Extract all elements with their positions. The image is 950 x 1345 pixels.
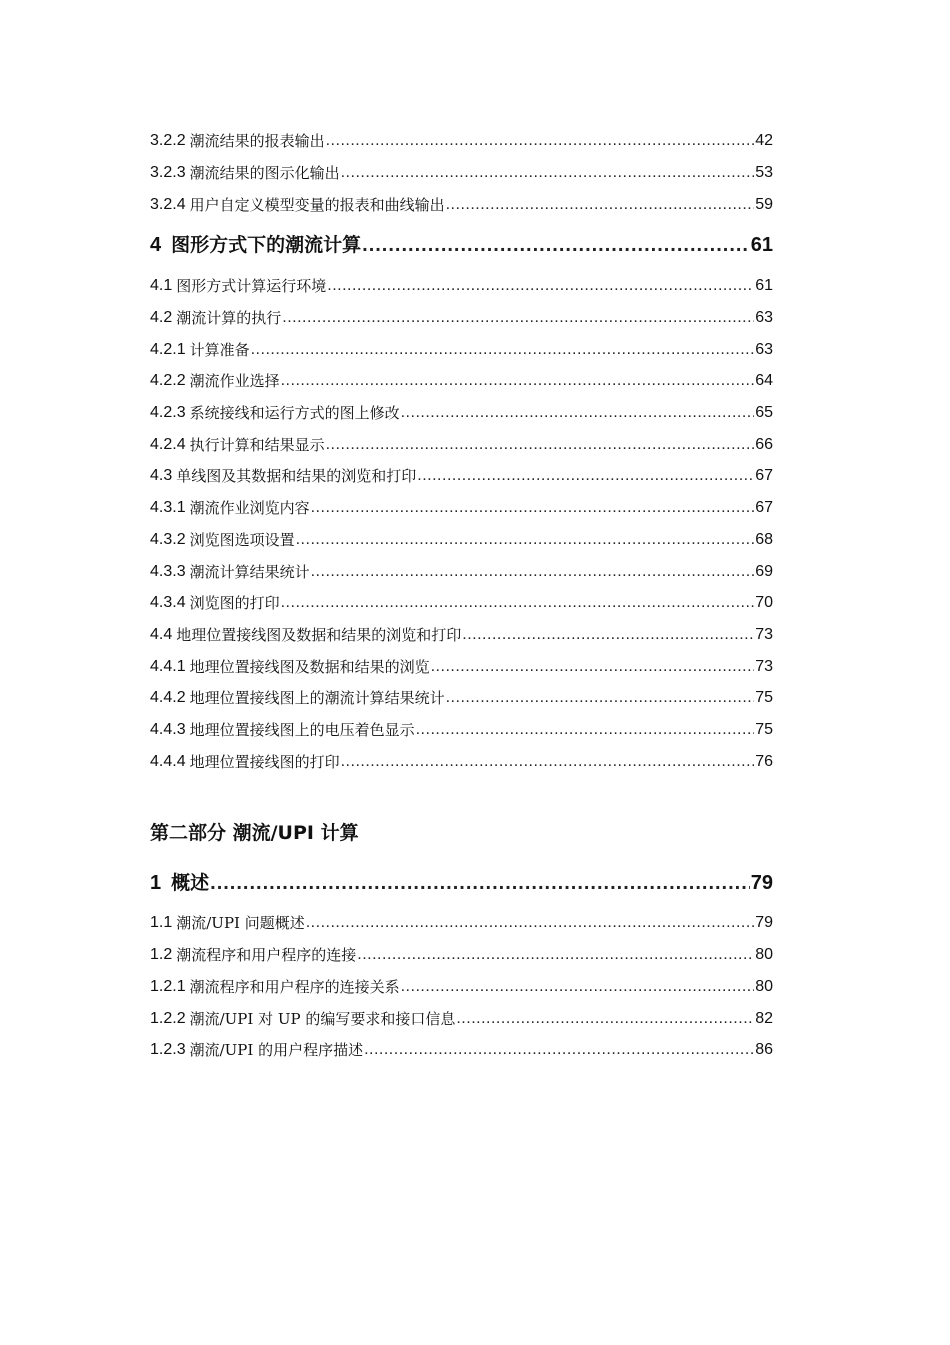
toc-entry-4-4[interactable] — [150, 625, 773, 645]
toc-entry-title: 地理位置接线图及数据和结果的浏览和打印 — [176, 626, 462, 644]
toc-entry-number: 4.4.4 — [150, 753, 186, 770]
toc-entry-4-3-4[interactable] — [150, 593, 773, 613]
toc-dot-leader — [446, 195, 755, 215]
toc-entry-4-4-3[interactable] — [150, 720, 773, 740]
toc-chapter-4[interactable] — [150, 232, 773, 258]
toc-entry-page: 64 — [755, 372, 773, 389]
toc-entry-page: 80 — [755, 978, 773, 995]
toc-entry-4-1[interactable] — [150, 276, 773, 296]
toc-dot-leader — [364, 1040, 754, 1060]
toc-entry-4-3[interactable] — [150, 466, 773, 486]
toc-entry-number: 3.2.4 — [150, 196, 186, 213]
toc-entry-3-2-2[interactable] — [150, 131, 773, 151]
toc-entry-page: 80 — [755, 946, 773, 963]
toc-entry-1-2[interactable] — [150, 945, 773, 965]
toc-dot-leader — [311, 562, 755, 582]
toc-entry-page: 76 — [755, 753, 773, 770]
toc-dot-leader — [446, 688, 755, 708]
toc-entry-page: 59 — [755, 196, 773, 213]
toc-entry-number: 4.2.4 — [150, 436, 186, 453]
toc-entry-1-2-3[interactable] — [150, 1040, 773, 1060]
toc-entry-number: 4.2.1 — [150, 341, 186, 358]
toc-dot-leader — [357, 945, 754, 965]
toc-entry-title: 潮流程序和用户程序的连接 — [176, 946, 357, 964]
toc-entry-number: 4.3.3 — [150, 563, 186, 580]
toc-dot-leader — [311, 498, 755, 518]
toc-entry-4-3-2[interactable] — [150, 530, 773, 550]
toc-dot-leader — [306, 913, 754, 933]
toc-dot-leader — [296, 530, 755, 550]
toc-entry-page: 73 — [755, 658, 773, 675]
toc-entry-page: 82 — [755, 1010, 773, 1027]
toc-dot-leader — [281, 371, 755, 391]
toc-entry-title: 用户自定义模型变量的报表和曲线输出 — [189, 196, 445, 214]
toc-entry-number: 1.2 — [150, 946, 173, 963]
toc-entry-title: 潮流作业选择 — [189, 372, 280, 390]
toc-entry-title: 潮流计算结果统计 — [189, 563, 310, 581]
toc-entry-page: 75 — [755, 721, 773, 738]
toc-entry-4-2[interactable] — [150, 308, 773, 328]
toc-entry-page: 70 — [755, 594, 773, 611]
toc-dot-leader — [401, 977, 755, 997]
toc-entry-number: 4.3.1 — [150, 499, 186, 516]
toc-entry-1-2-2[interactable] — [150, 1009, 773, 1029]
toc-entry-4-4-4[interactable] — [150, 752, 773, 772]
toc-dot-leader — [401, 403, 755, 423]
toc-chapter-page: 61 — [750, 234, 773, 256]
toc-entry-number: 4.2 — [150, 309, 173, 326]
toc-entry-number: 4.4 — [150, 626, 173, 643]
toc-entry-page: 67 — [755, 467, 773, 484]
toc-entry-4-2-1[interactable] — [150, 340, 773, 360]
toc-dot-leader — [456, 1009, 754, 1029]
toc-entry-number: 4.3.4 — [150, 594, 186, 611]
toc-entry-title: 潮流/UPI 对 UP 的编写要求和接口信息 — [189, 1010, 456, 1028]
toc-chapter-number: 4 — [150, 234, 162, 256]
toc-entry-title: 地理位置接线图及数据和结果的浏览 — [189, 658, 430, 676]
toc-entry-title: 浏览图的打印 — [189, 594, 280, 612]
toc-entry-title: 单线图及其数据和结果的浏览和打印 — [176, 467, 417, 485]
toc-entry-number: 1.2.3 — [150, 1041, 186, 1058]
toc-dot-leader — [431, 657, 755, 677]
toc-entry-number: 4.2.3 — [150, 404, 186, 421]
toc-entry-title: 计算准备 — [189, 341, 250, 359]
toc-entry-page: 73 — [755, 626, 773, 643]
toc-dot-leader — [326, 131, 755, 151]
toc-dot-leader — [417, 466, 754, 486]
toc-entry-4-2-3[interactable] — [150, 403, 773, 423]
toc-entry-page: 75 — [755, 689, 773, 706]
toc-entry-4-3-1[interactable] — [150, 498, 773, 518]
toc-entry-3-2-3[interactable] — [150, 163, 773, 183]
toc-entry-page: 79 — [755, 914, 773, 931]
toc-entry-4-4-1[interactable] — [150, 657, 773, 677]
toc-entry-number: 4.3 — [150, 467, 173, 484]
toc-entry-number: 4.4.3 — [150, 721, 186, 738]
toc-entry-4-2-4[interactable] — [150, 435, 773, 455]
toc-entry-title: 潮流结果的图示化输出 — [189, 164, 340, 182]
toc-entry-4-3-3[interactable] — [150, 562, 773, 582]
toc-entry-number: 1.2.2 — [150, 1010, 186, 1027]
toc-entry-number: 4.2.2 — [150, 372, 186, 389]
toc-entry-title: 浏览图选项设置 — [189, 531, 295, 549]
toc-entry-number: 4.1 — [150, 277, 173, 294]
toc-entry-number: 3.2.2 — [150, 132, 186, 149]
toc-entry-page: 69 — [755, 563, 773, 580]
toc-chapter-1[interactable] — [150, 870, 773, 896]
toc-entry-3-2-4[interactable] — [150, 195, 773, 215]
toc-entry-4-4-2[interactable] — [150, 688, 773, 708]
toc-dot-leader — [362, 232, 750, 258]
toc-chapter-title: 概述 — [171, 872, 210, 894]
toc-dot-leader — [341, 752, 755, 772]
toc-entry-4-2-2[interactable] — [150, 371, 773, 391]
toc-dot-leader — [326, 435, 755, 455]
toc-dot-leader — [462, 625, 754, 645]
toc-entry-title: 地理位置接线图的打印 — [189, 753, 340, 771]
toc-entry-title: 图形方式计算运行环境 — [176, 277, 327, 295]
toc-entry-number: 4.3.2 — [150, 531, 186, 548]
toc-entry-page: 86 — [755, 1041, 773, 1058]
toc-entry-page: 63 — [755, 309, 773, 326]
toc-chapter-title: 图形方式下的潮流计算 — [171, 234, 362, 256]
part-two-heading: 第二部分 潮流/UPI 计算 — [150, 822, 359, 844]
toc-entry-page: 65 — [755, 404, 773, 421]
toc-entry-title: 系统接线和运行方式的图上修改 — [189, 404, 400, 422]
toc-entry-title: 执行计算和结果显示 — [189, 436, 325, 454]
toc-entry-page: 63 — [755, 341, 773, 358]
toc-entry-title: 潮流结果的报表输出 — [189, 132, 325, 150]
toc-dot-leader — [210, 870, 750, 896]
toc-entry-number: 1.1 — [150, 914, 173, 931]
toc-entry-number: 4.4.2 — [150, 689, 186, 706]
toc-dot-leader — [341, 163, 755, 183]
toc-entry-title: 潮流程序和用户程序的连接关系 — [189, 978, 400, 996]
toc-entry-1-2-1[interactable] — [150, 977, 773, 997]
toc-entry-page: 66 — [755, 436, 773, 453]
toc-entry-title: 潮流计算的执行 — [176, 309, 282, 327]
toc-entry-title: 地理位置接线图上的潮流计算结果统计 — [189, 689, 445, 707]
toc-entry-page: 67 — [755, 499, 773, 516]
toc-entry-title: 地理位置接线图上的电压着色显示 — [189, 721, 415, 739]
toc-dot-leader — [251, 340, 755, 360]
toc-dot-leader — [282, 308, 754, 328]
toc-chapter-number: 1 — [150, 872, 162, 894]
toc-entry-page: 61 — [755, 277, 773, 294]
toc-entry-page: 42 — [755, 132, 773, 149]
toc-chapter-page: 79 — [750, 872, 773, 894]
toc-dot-leader — [327, 276, 754, 296]
toc-entry-title: 潮流/UPI 问题概述 — [176, 914, 305, 932]
toc-entry-page: 68 — [755, 531, 773, 548]
toc-dot-leader — [281, 593, 755, 613]
toc-entry-title: 潮流作业浏览内容 — [189, 499, 310, 517]
toc-entry-page: 53 — [755, 164, 773, 181]
toc-entry-title: 潮流/UPI 的用户程序描述 — [189, 1041, 364, 1059]
toc-dot-leader — [416, 720, 755, 740]
toc-entry-1-1[interactable] — [150, 913, 773, 933]
toc-entry-number: 1.2.1 — [150, 978, 186, 995]
toc-entry-number: 3.2.3 — [150, 164, 186, 181]
toc-entry-number: 4.4.1 — [150, 658, 186, 675]
